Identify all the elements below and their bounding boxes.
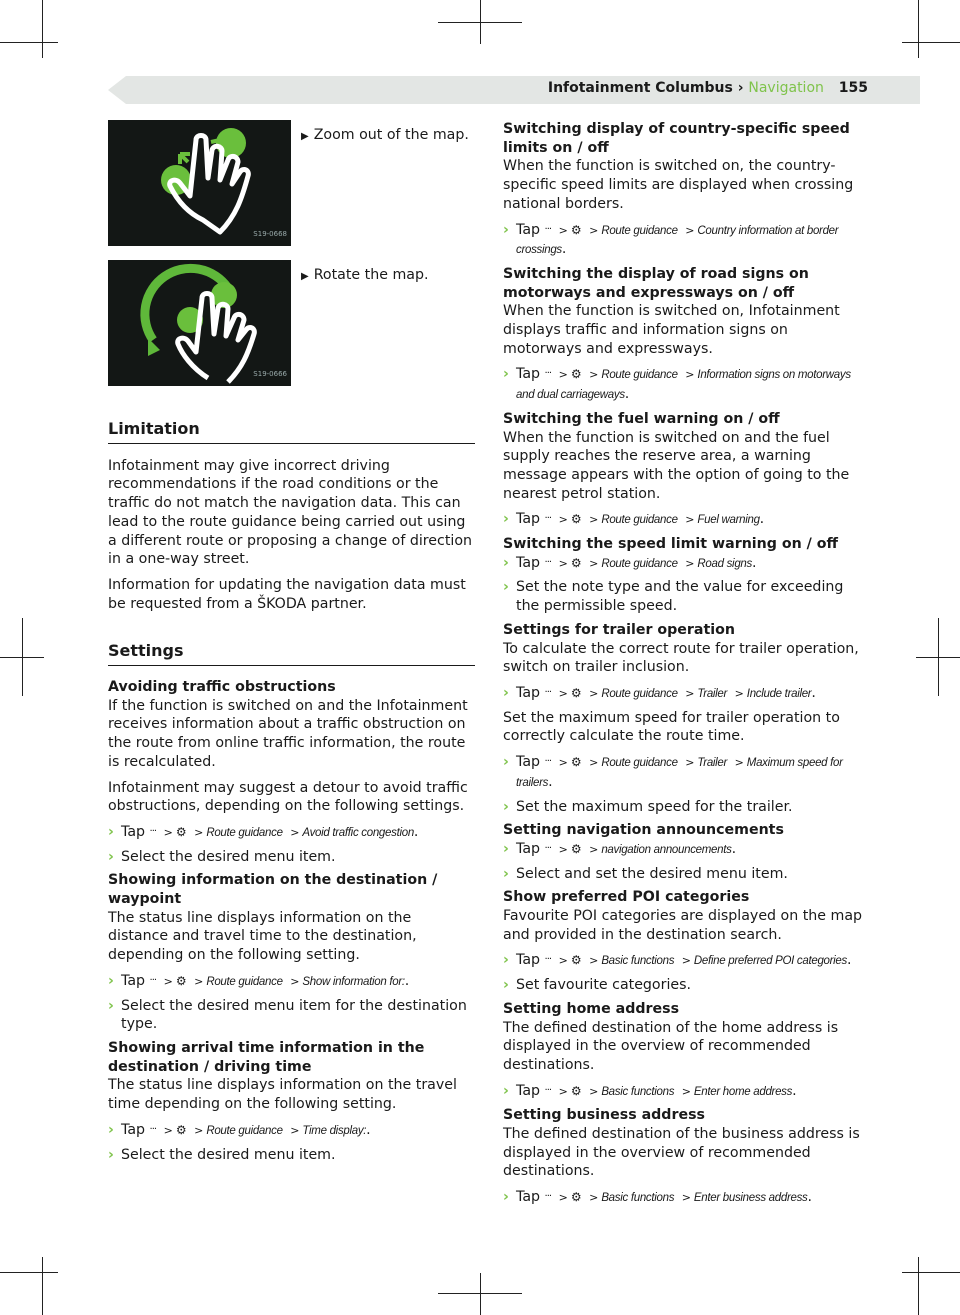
instruction-step bbox=[503, 840, 871, 860]
instruction-step bbox=[503, 798, 871, 817]
tap-label: Tap bbox=[516, 754, 541, 771]
settings-gear-icon[interactable]: ⚙ bbox=[570, 685, 582, 700]
step-text: Select the desired menu item. bbox=[121, 848, 336, 865]
figure-caption bbox=[301, 266, 428, 287]
section-text: The status line displays information on the travel time depending on the following setting. bbox=[108, 1077, 457, 1113]
crop-mark bbox=[42, 1257, 43, 1315]
tap-label: Tap bbox=[516, 684, 541, 701]
menu-path-item[interactable]: Enter business address bbox=[693, 1192, 808, 1205]
separator: > bbox=[685, 223, 695, 237]
period: . bbox=[561, 241, 567, 258]
menu-path-item[interactable]: Show information for: bbox=[302, 975, 405, 988]
period: . bbox=[413, 823, 419, 840]
separator: > bbox=[558, 1191, 568, 1205]
menu-path-item[interactable]: Trailer bbox=[697, 757, 728, 770]
zoom-out-illustration bbox=[108, 120, 291, 246]
section-title: Setting home address bbox=[503, 1000, 680, 1017]
menu-path-item[interactable]: Basic functions bbox=[601, 1085, 675, 1098]
menu-path-item[interactable]: Route guidance bbox=[601, 369, 678, 382]
section-title: Avoiding traffic obstructions bbox=[108, 679, 336, 696]
period: . bbox=[731, 840, 737, 857]
separator: > bbox=[589, 223, 599, 237]
more-icon[interactable]: ··· bbox=[544, 368, 552, 380]
section-text: When the function is switched on, Infotainment displays traffic and information signs on motorways and expressways. bbox=[503, 303, 840, 357]
section-text: When the function is switched on, the country-specific speed limits are displayed when crossing national borders. bbox=[503, 158, 854, 212]
instruction-step bbox=[108, 823, 475, 843]
triangle-icon: ▶ bbox=[301, 271, 309, 282]
period: . bbox=[624, 386, 630, 403]
instruction-step bbox=[503, 951, 871, 971]
section-title: Showing arrival time information in the destination / driving time bbox=[108, 1039, 425, 1075]
separator: > bbox=[685, 556, 695, 570]
menu-path-item[interactable]: Route guidance bbox=[601, 557, 678, 570]
separator: > bbox=[589, 954, 599, 968]
chevron-icon: › bbox=[503, 1189, 509, 1206]
step-text: Set the note type and the value for exceeding the permissible speed. bbox=[516, 579, 844, 615]
settings-gear-icon[interactable]: ⚙ bbox=[570, 222, 582, 237]
separator: > bbox=[558, 556, 568, 570]
chevron-icon: › bbox=[108, 823, 114, 840]
menu-path-item[interactable]: Maximum speed for trailers bbox=[516, 757, 843, 789]
figure-code: S19-0668 bbox=[253, 230, 287, 239]
chevron-icon: › bbox=[503, 865, 509, 882]
settings-gear-icon[interactable]: ⚙ bbox=[570, 1190, 582, 1205]
separator: > bbox=[290, 974, 300, 988]
section-text: The defined destination of the business address is displayed in the overview of recommended destinations. bbox=[503, 1126, 860, 1180]
instruction-step bbox=[108, 848, 475, 867]
menu-path-item[interactable]: Information signs on motorways and dual carriageways bbox=[516, 369, 851, 402]
chevron-icon: › bbox=[503, 684, 509, 701]
separator: > bbox=[685, 368, 695, 382]
more-icon[interactable]: ··· bbox=[544, 556, 552, 568]
crop-mark bbox=[438, 22, 522, 23]
more-icon[interactable]: ··· bbox=[149, 825, 157, 837]
separator: > bbox=[681, 1084, 691, 1098]
settings-gear-icon[interactable]: ⚙ bbox=[175, 973, 187, 988]
section-title: Setting business address bbox=[503, 1107, 705, 1124]
separator: > bbox=[558, 368, 568, 382]
instruction-step bbox=[503, 976, 871, 995]
rotate-illustration bbox=[108, 260, 291, 386]
step-text: Set favourite categories. bbox=[516, 977, 692, 994]
instruction-step bbox=[108, 997, 475, 1034]
section-title: Switching the fuel warning on / off bbox=[503, 410, 780, 427]
section-text: The status line displays information on the distance and travel time to the destination, depending on the following setting. bbox=[108, 909, 417, 964]
limitation-para-2: Information for updating the navigation data must be requested from a ŠKODA partner. bbox=[108, 576, 466, 612]
tap-label: Tap bbox=[121, 1121, 146, 1138]
chevron-icon: › bbox=[503, 952, 509, 969]
section-title: Settings for trailer operation bbox=[503, 621, 735, 638]
separator: > bbox=[589, 1191, 599, 1205]
instruction-step bbox=[503, 1188, 871, 1208]
period: . bbox=[404, 972, 410, 989]
settings-gear-icon[interactable]: ⚙ bbox=[570, 1083, 582, 1098]
separator: > bbox=[589, 513, 599, 527]
menu-path-item[interactable]: Avoid traffic congestion bbox=[302, 826, 414, 839]
menu-path-item[interactable]: Fuel warning bbox=[697, 514, 760, 527]
step-text: Select the desired menu item for the destination type. bbox=[121, 997, 467, 1033]
period: . bbox=[366, 1121, 371, 1138]
more-icon[interactable]: ··· bbox=[149, 1123, 157, 1135]
crop-mark bbox=[902, 42, 960, 43]
section-text: To calculate the correct route for trailer operation, switch on trailer inclusion. bbox=[503, 640, 859, 676]
chevron-icon: › bbox=[108, 1121, 114, 1138]
crop-mark bbox=[0, 657, 44, 658]
instruction-step bbox=[503, 865, 871, 884]
instruction-step bbox=[108, 972, 475, 992]
caption-text: Zoom out of the map. bbox=[313, 127, 469, 143]
menu-path-item[interactable]: Route guidance bbox=[206, 1124, 283, 1137]
tap-label: Tap bbox=[516, 554, 541, 571]
settings-gear-icon[interactable]: ⚙ bbox=[175, 1122, 187, 1137]
section-title: Switching display of country-specific speed limits on / off bbox=[503, 121, 850, 156]
figure-code: S19-0666 bbox=[253, 370, 287, 379]
crop-mark bbox=[0, 42, 58, 43]
instruction-step bbox=[503, 578, 871, 615]
separator: > bbox=[589, 756, 599, 770]
chevron-icon: › bbox=[503, 1082, 509, 1099]
menu-path-item[interactable]: Trailer bbox=[697, 687, 728, 700]
crop-mark bbox=[438, 1293, 522, 1294]
settings-gear-icon[interactable]: ⚙ bbox=[570, 367, 582, 382]
header-section[interactable]: Navigation bbox=[748, 80, 824, 96]
separator: > bbox=[558, 756, 568, 770]
menu-path-item[interactable]: Define preferred POI categories bbox=[693, 955, 847, 968]
settings-gear-icon[interactable]: ⚙ bbox=[570, 841, 582, 856]
separator: > bbox=[558, 954, 568, 968]
crop-mark bbox=[918, 1257, 919, 1315]
separator: > bbox=[589, 842, 599, 856]
tap-label: Tap bbox=[121, 972, 146, 989]
chevron-icon: › bbox=[503, 221, 509, 238]
section-text: When the function is switched on and the fuel supply reaches the reserve area, a warning message appears with the option of going to the nearest petrol station. bbox=[503, 429, 850, 502]
step-text: Set the maximum speed for the trailer. bbox=[516, 798, 793, 815]
caption-text: Rotate the map. bbox=[313, 267, 429, 283]
separator: > bbox=[558, 223, 568, 237]
chevron-icon: › bbox=[503, 579, 509, 596]
section-title: Switching the display of road signs on motorways and expressways on / off bbox=[503, 265, 809, 301]
period: . bbox=[846, 952, 852, 969]
more-icon[interactable]: ··· bbox=[544, 1191, 552, 1203]
tap-label: Tap bbox=[516, 511, 541, 528]
separator: > bbox=[558, 1084, 568, 1098]
more-icon[interactable]: ··· bbox=[544, 686, 552, 698]
separator: > bbox=[685, 756, 695, 770]
instruction-step bbox=[108, 1146, 475, 1165]
menu-path-item[interactable]: Basic functions bbox=[601, 1192, 675, 1205]
instruction-step bbox=[503, 684, 871, 704]
separator: > bbox=[589, 1084, 599, 1098]
instruction-step bbox=[503, 753, 871, 792]
separator: > bbox=[163, 825, 173, 839]
chevron-icon: › bbox=[108, 1146, 114, 1163]
menu-path-item[interactable]: Basic functions bbox=[601, 955, 675, 968]
step-text: Select and set the desired menu item. bbox=[516, 865, 788, 882]
instruction-step bbox=[503, 1082, 871, 1102]
chevron-icon: › bbox=[503, 366, 509, 383]
period: . bbox=[751, 554, 757, 571]
crop-mark bbox=[480, 1273, 481, 1315]
section-title: Showing information on the destination / waypoint bbox=[108, 872, 438, 908]
menu-path-item[interactable]: Route guidance bbox=[601, 224, 678, 237]
separator: > bbox=[685, 513, 695, 527]
instruction-step bbox=[108, 1121, 475, 1141]
chevron-icon: › bbox=[108, 972, 114, 989]
section-text: Set the maximum speed for trailer operation to correctly calculate the route time. bbox=[503, 709, 840, 745]
separator: > bbox=[558, 513, 568, 527]
tap-label: Tap bbox=[516, 1189, 541, 1206]
chevron-icon: › bbox=[503, 554, 509, 571]
page-number: 155 bbox=[838, 80, 868, 96]
running-header bbox=[548, 80, 868, 96]
more-icon[interactable]: ··· bbox=[544, 842, 552, 854]
separator: > bbox=[589, 556, 599, 570]
chevron-icon: › bbox=[108, 848, 114, 865]
right-column bbox=[503, 120, 871, 1213]
section-title: Switching the speed limit warning on / off bbox=[503, 536, 838, 553]
crop-mark bbox=[916, 657, 960, 658]
separator: > bbox=[194, 974, 204, 988]
separator: > bbox=[681, 1191, 691, 1205]
section-text: If the function is switched on and the Infotainment receives information about a traffic obstruction on the route from online traffic information, the route is recalculated. bbox=[108, 697, 468, 770]
settings-gear-icon[interactable]: ⚙ bbox=[570, 555, 582, 570]
period: . bbox=[548, 773, 553, 790]
chevron-icon: › bbox=[503, 754, 509, 771]
separator: > bbox=[734, 756, 744, 770]
separator: > bbox=[290, 1123, 300, 1137]
period: . bbox=[792, 1082, 797, 1099]
menu-path-item[interactable]: Time display: bbox=[302, 1124, 367, 1137]
settings-gear-icon[interactable]: ⚙ bbox=[175, 824, 187, 839]
more-icon[interactable]: ··· bbox=[544, 513, 552, 525]
tap-label: Tap bbox=[121, 823, 146, 840]
menu-path-item[interactable]: Country information at border crossings bbox=[516, 224, 839, 257]
separator: > bbox=[685, 686, 695, 700]
separator: > bbox=[589, 686, 599, 700]
settings-heading: Settings bbox=[108, 642, 475, 666]
figure-rotate bbox=[108, 260, 475, 400]
chevron-icon: › bbox=[503, 977, 509, 994]
crop-mark bbox=[42, 0, 43, 58]
menu-path-item[interactable]: Route guidance bbox=[206, 975, 283, 988]
separator: > bbox=[558, 686, 568, 700]
settings-gear-icon[interactable]: ⚙ bbox=[570, 755, 582, 770]
figure-caption bbox=[301, 126, 469, 147]
separator: > bbox=[681, 954, 691, 968]
menu-path-item[interactable]: Route guidance bbox=[601, 687, 678, 700]
menu-path-item[interactable]: navigation announcements bbox=[601, 843, 732, 856]
separator: > bbox=[589, 368, 599, 382]
section-text: Infotainment may suggest a detour to avoid traffic obstructions, depending on the following settings. bbox=[108, 779, 468, 815]
instruction-step bbox=[503, 510, 871, 530]
menu-path-item[interactable]: Route guidance bbox=[601, 757, 678, 770]
figure-zoom-out bbox=[108, 120, 475, 260]
more-icon[interactable]: ··· bbox=[544, 1084, 552, 1096]
chevron-icon: › bbox=[503, 840, 509, 857]
menu-path-item[interactable]: Route guidance bbox=[601, 514, 678, 527]
tap-label: Tap bbox=[516, 840, 541, 857]
settings-gear-icon[interactable]: ⚙ bbox=[570, 953, 582, 968]
separator: > bbox=[194, 825, 204, 839]
period: . bbox=[807, 1189, 812, 1206]
instruction-step bbox=[503, 554, 871, 574]
limitation-para-1: Infotainment may give incorrect driving recommendations if the road conditions or the traffic do not match the navigation data. This can lead to the route guidance being carried out using a different route or proposing a change of direction in a one-way street. bbox=[108, 457, 473, 568]
triangle-icon: ▶ bbox=[301, 131, 309, 142]
chevron-icon: › bbox=[503, 798, 509, 815]
crop-mark bbox=[918, 0, 919, 58]
separator: > bbox=[163, 974, 173, 988]
separator: > bbox=[734, 686, 744, 700]
separator: > bbox=[163, 1123, 173, 1137]
header-title: Infotainment Columbus bbox=[547, 80, 733, 96]
more-icon[interactable]: ··· bbox=[149, 974, 157, 986]
more-icon[interactable]: ··· bbox=[544, 756, 552, 768]
separator: > bbox=[558, 842, 568, 856]
header-arrow: › bbox=[737, 80, 744, 96]
instruction-step bbox=[503, 221, 871, 260]
left-column bbox=[108, 120, 475, 1169]
separator: > bbox=[290, 825, 300, 839]
chevron-icon: › bbox=[503, 511, 509, 528]
period: . bbox=[811, 684, 816, 701]
tap-label: Tap bbox=[516, 366, 541, 383]
section-title: Setting navigation announcements bbox=[503, 822, 784, 839]
section-text: Favourite POI categories are displayed on the map and provided in the destination search. bbox=[503, 908, 863, 943]
limitation-heading: Limitation bbox=[108, 420, 475, 444]
settings-gear-icon[interactable]: ⚙ bbox=[570, 512, 582, 527]
period: . bbox=[759, 511, 765, 528]
instruction-step bbox=[503, 365, 871, 404]
crop-mark bbox=[0, 1272, 58, 1273]
crop-mark bbox=[902, 1272, 960, 1273]
more-icon[interactable]: ··· bbox=[544, 223, 552, 235]
more-icon[interactable]: ··· bbox=[544, 954, 552, 966]
section-text: The defined destination of the home address is displayed in the overview of recommended destinations. bbox=[503, 1019, 839, 1073]
menu-path-item[interactable]: Route guidance bbox=[206, 826, 283, 839]
menu-path-item[interactable]: Road signs bbox=[697, 557, 752, 570]
section-title: Show preferred POI categories bbox=[503, 889, 750, 906]
tap-label: Tap bbox=[516, 952, 541, 969]
step-text: Select the desired menu item. bbox=[121, 1146, 336, 1163]
separator: > bbox=[194, 1123, 204, 1137]
menu-path-item[interactable]: Enter home address bbox=[693, 1085, 793, 1098]
chevron-icon: › bbox=[108, 997, 114, 1014]
tap-label: Tap bbox=[516, 1082, 541, 1099]
tap-label: Tap bbox=[516, 221, 541, 238]
menu-path-item[interactable]: Include trailer bbox=[746, 687, 812, 700]
